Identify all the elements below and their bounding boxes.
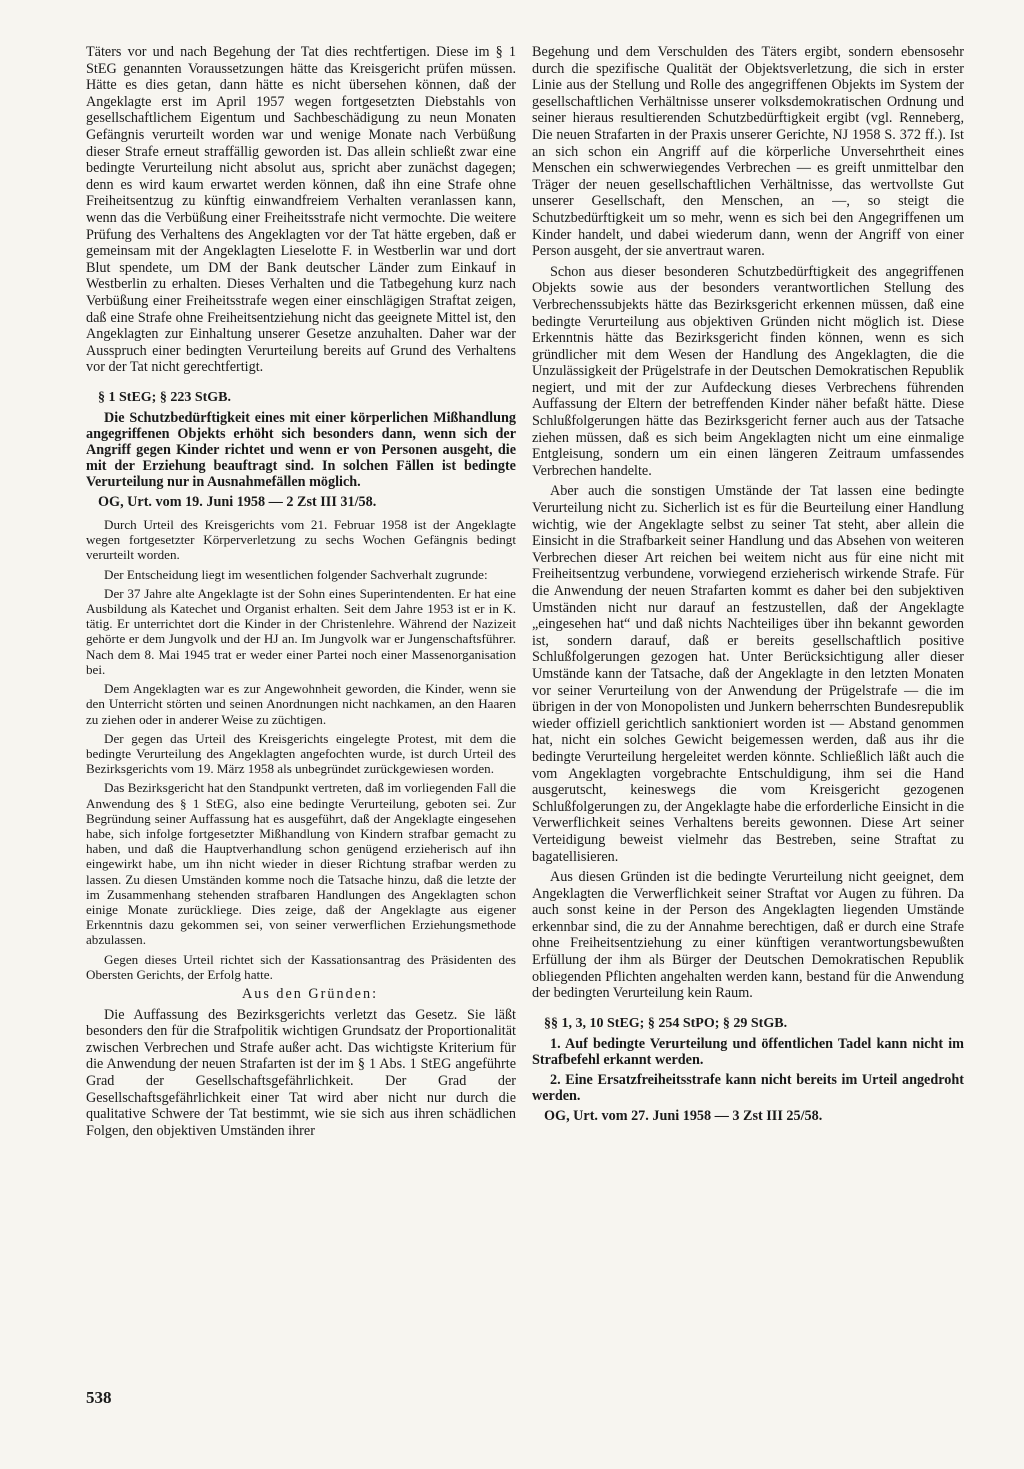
section-heading: §§ 1, 3, 10 StEG; § 254 StPO; § 29 StGB. xyxy=(544,1015,788,1031)
case-citation: OG, Urt. vom 19. Juni 1958 — 2 Zst III 31/58. xyxy=(98,494,377,511)
page-number: 538 xyxy=(86,1388,112,1407)
section-heading: § 1 StEG; § 223 StGB. xyxy=(98,389,232,405)
reasons-heading: Aus den Gründen: xyxy=(241,985,379,1002)
headnote: Die Schutzbedürftigkeit eines mit einer körperlichen Mißhandlung angegriffenen Objekts erhöht sich besonders dann, wenn sich der Angriff gegen Kinder richtet und wenn er von Personen ausgeht, die mit der Erziehung beauftragt sind. In solchen Fällen ist bedingte Verurteilung nur in Ausnahmefällen möglich. xyxy=(86,410,516,491)
facts-paragraph: Gegen dieses Urteil richtet sich der Kassationsantrag des Präsidenten des Obersten Gerichts, der Erfolg hatte. xyxy=(86,951,516,982)
reasons-paragraph: Die Auffassung des Bezirksgerichts verletzt das Gesetz. Sie läßt besonders den für die Strafpolitik wichtigen Grundsatz der Proportionalität zwischen Verbrechen und Strafe außer acht. Das wichtigste Kriterium für die Anwendung der neuen Strafarten ist der im § 1 Abs. 1 StEG angeführte Grad der Gesellschaftsgefährlichkeit. Der Grad der Gesellschaftsgefährlichkeit einer Tat wird aber nicht nur durch die qualitative Schwere der Tat bestimmt, wie sie sich aus ihren schädlichen Folgen, den objektiven Umständen ihrer xyxy=(86,1006,516,1139)
body-paragraph: Aber auch die sonstigen Umstände der Tat lassen eine bedingte Verurteilung nicht zu. Sicherlich ist es für die Beurteilung einer Handlung wichtig, wie der Angeklagte selbst zu seiner Tat steht, aber allein die Einsicht in die Strafbarkeit seiner Handlung und das Absehen von weiteren Verbrechen dieser Art reichen bei weitem nicht aus für eine nicht mit Freiheitsentzug verbundene, vorwiegend erzieherisch wirkende Strafe. Für die Anwendung der neuen Strafarten kommt es daher bei den subjektiven Umständen nicht nur darauf an festzustellen, daß der Angeklagte „eingesehen hat“ und daß nichts Nachteiliges über ihn bekannt geworden ist, sondern darauf, daß er bereits gesellschaftlich positive Schlußfolgerungen gezogen hat. Unter Berücksichtigung aller dieser Umstände kann der Tatsache, daß der Angeklagte in den letzten Monaten vor seiner Verurteilung von der Anwendung der Prügelstrafe — die im übrigen in der von Monopolisten und Junkern beherrschten Bundesrepublik wieder offiziell gerichtlich sanktioniert worden ist — Abstand genommen hat, nicht ein solches Gewicht beigemessen werden, daß aus ihr die bedingte Verurteilung hergeleitet werden könnte. Schließlich läßt auch die vom Angeklagten vorgebrachte Entschuldigung, ihm sei die Hand ausgerutscht, keineswegs die vom Kreisgericht gezogenen Schlußfolgerungen zu, der Angeklagte habe die erforderliche Einsicht in die Verwerflichkeit seines Verhaltens bereits gewonnen. Diese Art seiner Verteidigung beweist vielmehr das Bestreben, seine Straftat zu bagatellisieren. xyxy=(532,483,964,865)
facts-paragraph: Das Bezirksgericht hat den Standpunkt vertreten, daß im vorliegenden Fall die Anwendung des § 1 StEG, also eine bedingte Verurteilung, geboten sei. Zur Begründung seiner Auffassung hat es ausgeführt, daß der Angeklagte eingesehen habe, sich infolge fortgesetzter Mißhandlung von Kindern strafbar gemacht zu haben, und daß die Hauptverhandlung schon genügend erzieherisch auf ihn eingewirkt habe, um ihn nicht wieder in dieser Richtung strafbar werden zu lassen. Zu diesen Umständen komme noch die Tatsache hinzu, daß die letzte der im Zusammenhang stehenden strafbaren Handlungen des Angeklagten schon einige Monate zurückliege. Dies zeige, daß der Angeklagte aus eigener Erkenntnis dazu gekommen sei, von seiner verwerflichen Erziehungsmethode abzulassen. xyxy=(86,780,516,948)
left-column xyxy=(86,44,516,1143)
case-citation: OG, Urt. vom 27. Juni 1958 — 3 Zst III 25/58. xyxy=(544,1108,823,1125)
body-paragraph: Aus diesen Gründen ist die bedingte Verurteilung nicht geeignet, dem Angeklagten die Verwerflichkeit seiner Straftat vor Augen zu führen. Da auch sonst keine in der Person des Angeklagten liegenden Umstände erkennbar sind, die zu der Annahme berechtigen, daß er durch eine Strafe ohne Freiheitsentziehung zu einer künftigen verantwortungsbewußten Erfüllung der ihm als Bürger der Deutschen Demokratischen Republik obliegenden Pflichten angehalten werden kann, bestand für die Anwendung der bedingten Verurteilung kein Raum. xyxy=(532,869,964,1002)
continuation-paragraph: Täters vor und nach Begehung der Tat dies rechtfertigen. Diese im § 1 StEG genannten Voraussetzungen hätte das Kreisgericht prüfen müssen. Hätte es dies getan, dann hätte es nicht übersehen können, daß der Angeklagte erst im April 1957 wegen fortgesetzten Diebstahls von gesellschaftlichem Eigentum und Sachbeschädigung zu neun Monaten Gefängnis verurteilt worden war und wenige Monate nach Verbüßung dieser Strafe erneut straffällig geworden ist. Das allein schließt zwar eine bedingte Verurteilung nicht absolut aus, spricht aber zunächst dagegen; denn es wird kaum erwartet werden können, daß ihn eine Strafe ohne Freiheitsentzug zu künftig einwandfreiem Verhalten veranlassen kann, wenn das die Verbüßung einer Freiheitsstrafe nicht vermochte. Die weitere Prüfung des Verhaltens des Angeklagten vor der Tat hätte ergeben, daß er gemeinsam mit der Angeklagten Lieselotte F. in Westberlin war und dort Blut spendete, um DM der Bank deutscher Länder zum Einkauf in Westberlin zu erhalten. Dieses Verhalten und die Tatbegehung kurz nach Verbüßung einer Freiheitsstrafe wegen einer einschlägigen Straftat zeigen, daß eine Strafe ohne Freiheitsentziehung nicht das geeignete Mittel ist, den Angeklagten zur Einhaltung unserer Gesetze anzuhalten. Daher war der Ausspruch einer bedingten Verurteilung bereits auf Grund des Verhaltens vor der Tat nicht gerechtfertigt. xyxy=(86,44,516,376)
facts-paragraph: Der 37 Jahre alte Angeklagte ist der Sohn eines Superintendenten. Er hat eine Ausbildung als Katechet und Organist erhalten. Seit dem Jahre 1953 ist er in K. tätig. Er unterrichtet dort die Kinder in der Christenlehre. Während der Nazizeit gehörte er dem Jungvolk und der HJ an. Im Jungvolk war er Jungenschaftsführer. Nach dem 8. Mai 1945 trat er weder einer Partei noch einer Massenorganisation bei. xyxy=(86,585,516,677)
headnote-1: 1. Auf bedingte Verurteilung und öffentlichen Tadel kann nicht im Strafbefehl erkannt werden. xyxy=(532,1036,964,1069)
body-paragraph: Schon aus dieser besonderen Schutzbedürftigkeit des angegriffenen Objekts sowie aus der besonders verantwortlichen Stellung des Verbrechenssubjekts hätte das Bezirksgericht erkennen müssen, daß eine bedingte Verurteilung aus objektiven Gründen nicht möglich ist. Diese Erkenntnis hätte das Bezirksgericht finden können, wenn es sich gründlicher mit dem Wesen der Handlung des Angeklagten, die die Unzulässigkeit der Prügelstrafe in der Deutschen Demokratischen Republik negiert, und mit der zur Aufdeckung dieses Verbrechens führenden Auffassung der Eltern der betreffenden Kinder näher befaßt hätte. Diese Schlußfolgerungen hätte das Bezirksgericht ferner auch aus der Tatsache ziehen müssen, daß es sich beim Angeklagten nicht um eine einmalige Entgleisung, sondern um ein einen längeren Zeitraum umfassendes Verbrechen handelte. xyxy=(532,263,964,479)
facts-paragraph: Durch Urteil des Kreisgerichts vom 21. Februar 1958 ist der Angeklagte wegen fortgesetzter Körperverletzung zu sechs Wochen Gefängnis bedingt verurteilt worden. xyxy=(86,517,516,563)
facts-paragraph: Der gegen das Urteil des Kreisgerichts eingelegte Protest, mit dem die bedingte Verurteilung des Angeklagten angefochten wurde, ist durch Urteil des Bezirksgerichts vom 19. März 1958 als unbegründet zurückgewiesen worden. xyxy=(86,730,516,777)
headnote-2: 2. Eine Ersatzfreiheitsstrafe kann nicht bereits im Urteil angedroht werden. xyxy=(532,1072,964,1105)
facts-section xyxy=(86,517,516,982)
facts-paragraph: Der Entscheidung liegt im wesentlichen folgender Sachverhalt zugrunde: xyxy=(104,566,488,582)
body-paragraph: Begehung und dem Verschulden des Täters ergibt, sondern ebensosehr durch die spezifische Qualität der Objektsverletzung, die sich in erster Linie aus der Stellung und Rolle des angegriffenen Objekts im System der gesellschaftlichen Verhältnisse unserer volksdemokratischen Ordnung und seiner hieraus resultierenden Schutzbedürftigkeit ergibt (vgl. Renneberg, Die neuen Strafarten in der Praxis unserer Gerichte, NJ 1958 S. 372 ff.). Ist an sich schon ein Angriff auf die körperliche Unversehrtheit eines Menschen ein schwerwiegendes Verbrechen — es greift unmittelbar den Träger der neuen gesellschaftlichen Verhältnisse, das wertvollste Gut unserer Gesellschaft, den Menschen, an —, so steigt die Schutzbedürftigkeit um so mehr, wenn es sich bei den Angegriffenen um Kinder handelt, und dabei wiederum dann, wenn der Angriff von einer Person ausgeht, der sie anvertraut waren. xyxy=(532,44,964,260)
right-column xyxy=(532,44,964,1131)
facts-paragraph: Dem Angeklagten war es zur Angewohnheit geworden, die Kinder, wenn sie den Unterricht störten und seinen Anordnungen nicht nachkamen, an den Haaren zu ziehen oder in anderer Weise zu züchtigen. xyxy=(86,681,516,727)
